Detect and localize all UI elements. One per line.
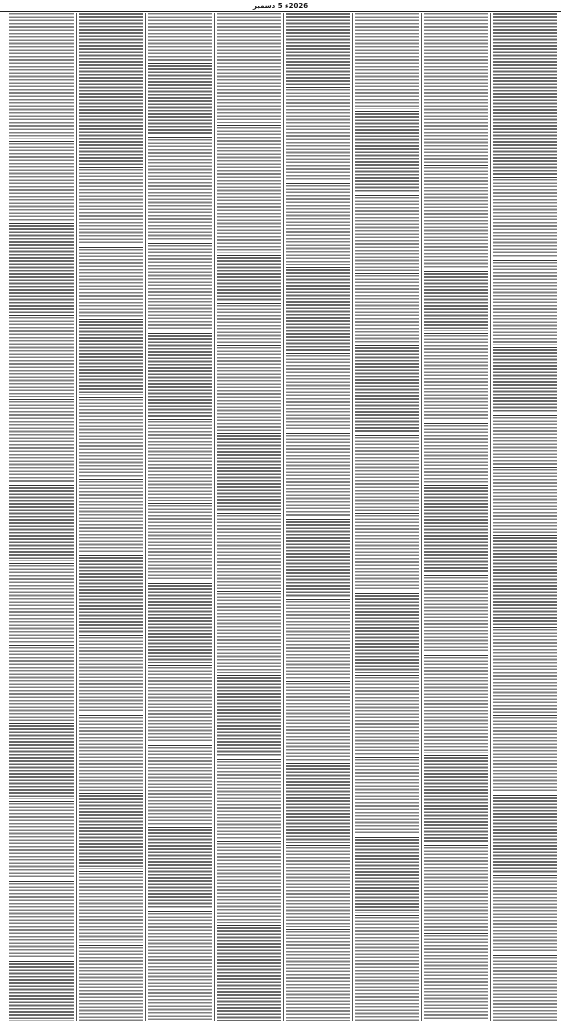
article-block: [79, 13, 143, 165]
article-block: [79, 637, 143, 713]
article-divider: [424, 755, 488, 756]
article-divider: [355, 675, 419, 676]
article-text-lines: [286, 269, 350, 351]
article-block: [9, 225, 74, 313]
article-divider: [286, 845, 350, 846]
article-block: [355, 113, 419, 193]
article-text-lines: [148, 585, 212, 663]
article-text-lines: [217, 435, 281, 511]
article-block: [286, 765, 350, 843]
article-block: [286, 185, 350, 265]
article-block: [286, 931, 350, 1021]
article-divider: [286, 681, 350, 682]
article-block: [79, 947, 143, 1021]
article-divider: [493, 467, 557, 468]
article-divider: [9, 961, 74, 962]
article-text-lines: [9, 647, 74, 721]
article-text-lines: [424, 847, 488, 931]
article-divider: [9, 801, 74, 802]
article-divider: [424, 655, 488, 656]
article-block: [424, 13, 488, 163]
article-block: [424, 757, 488, 843]
article-divider: [217, 255, 281, 256]
article-text-lines: [493, 417, 557, 465]
article-text-lines: [9, 13, 74, 139]
article-divider: [9, 315, 74, 316]
article-block: [493, 537, 557, 625]
article-divider: [286, 353, 350, 354]
article-divider: [355, 593, 419, 594]
article-block: [493, 717, 557, 793]
article-block: [355, 275, 419, 343]
article-text-lines: [148, 13, 212, 61]
article-divider: [217, 433, 281, 434]
article-block: [424, 577, 488, 653]
article-text-lines: [79, 795, 143, 869]
article-divider: [286, 267, 350, 268]
article-block: [217, 435, 281, 511]
article-text-lines: [286, 765, 350, 843]
article-divider: [79, 319, 143, 320]
article-divider: [79, 555, 143, 556]
article-block: [79, 873, 143, 943]
article-text-lines: [286, 13, 350, 85]
article-text-lines: [424, 577, 488, 653]
article-text-lines: [79, 13, 143, 165]
article-divider: [9, 141, 74, 142]
article-block: [217, 843, 281, 923]
article-text-lines: [217, 677, 281, 757]
article-block: [493, 262, 557, 345]
article-text-lines: [217, 257, 281, 301]
article-divider: [79, 635, 143, 636]
article-divider: [217, 303, 281, 304]
article-block: [9, 647, 74, 721]
article-text-lines: [424, 335, 488, 421]
article-divider: [79, 247, 143, 248]
column-4: [283, 13, 352, 1021]
article-block: [217, 13, 281, 123]
article-divider: [493, 955, 557, 956]
article-divider: [493, 795, 557, 796]
article-text-lines: [217, 843, 281, 923]
article-divider: [493, 415, 557, 416]
article-text-lines: [9, 143, 74, 221]
article-divider: [424, 333, 488, 334]
article-text-lines: [355, 759, 419, 835]
article-text-lines: [79, 637, 143, 713]
article-text-lines: [217, 305, 281, 343]
column-2: [421, 13, 490, 1021]
article-text-lines: [286, 435, 350, 517]
article-block: [424, 487, 488, 573]
article-text-lines: [148, 139, 212, 241]
article-text-lines: [79, 169, 143, 245]
article-block: [355, 677, 419, 755]
article-text-lines: [79, 873, 143, 943]
article-block: [355, 759, 419, 835]
article-text-lines: [9, 883, 74, 959]
column-7: [76, 13, 145, 1021]
article-text-lines: [217, 927, 281, 1021]
article-text-lines: [9, 565, 74, 643]
article-text-lines: [355, 917, 419, 1021]
article-block: [148, 421, 212, 501]
article-block: [493, 349, 557, 413]
article-divider: [9, 645, 74, 646]
article-block: [9, 565, 74, 643]
article-block: [286, 521, 350, 597]
article-divider: [286, 519, 350, 520]
article-text-lines: [148, 421, 212, 501]
article-block: [79, 169, 143, 245]
article-text-lines: [424, 273, 488, 331]
article-divider: [9, 881, 74, 882]
article-divider: [148, 63, 212, 64]
article-block: [217, 761, 281, 839]
article-divider: [424, 933, 488, 934]
article-text-lines: [493, 349, 557, 413]
article-text-lines: [355, 515, 419, 591]
article-text-lines: [424, 13, 488, 163]
article-divider: [424, 165, 488, 166]
article-block: [355, 437, 419, 511]
article-divider: [79, 871, 143, 872]
article-text-lines: [217, 515, 281, 589]
article-text-lines: [493, 957, 557, 1021]
article-divider: [286, 87, 350, 88]
article-block: [424, 425, 488, 483]
article-block: [217, 347, 281, 431]
article-text-lines: [286, 89, 350, 181]
article-divider: [424, 423, 488, 424]
article-text-lines: [148, 829, 212, 909]
article-block: [217, 593, 281, 673]
article-divider: [493, 260, 557, 261]
article-block: [424, 335, 488, 421]
article-divider: [148, 503, 212, 504]
article-block: [148, 585, 212, 663]
article-text-lines: [148, 913, 212, 1021]
columns-container: [2, 13, 559, 1021]
article-block: [148, 747, 212, 825]
article-text-lines: [217, 761, 281, 839]
article-divider: [355, 513, 419, 514]
article-divider: [79, 715, 143, 716]
article-block: [148, 829, 212, 909]
article-text-lines: [79, 321, 143, 395]
article-block: [217, 927, 281, 1021]
article-divider: [424, 271, 488, 272]
article-block: [493, 797, 557, 873]
article-block: [217, 305, 281, 343]
article-divider: [286, 599, 350, 600]
article-divider: [355, 757, 419, 758]
article-block: [493, 629, 557, 713]
article-divider: [217, 513, 281, 514]
article-text-lines: [424, 425, 488, 483]
article-block: [286, 683, 350, 761]
article-divider: [217, 675, 281, 676]
article-text-lines: [355, 839, 419, 913]
article-text-lines: [493, 717, 557, 793]
article-divider: [355, 837, 419, 838]
article-block: [79, 557, 143, 633]
article-block: [148, 139, 212, 241]
article-text-lines: [9, 401, 74, 483]
article-divider: [148, 419, 212, 420]
article-divider: [493, 627, 557, 628]
article-block: [79, 717, 143, 791]
article-divider: [79, 479, 143, 480]
article-divider: [355, 915, 419, 916]
article-divider: [355, 345, 419, 346]
article-divider: [286, 763, 350, 764]
article-divider: [286, 929, 350, 930]
article-text-lines: [355, 347, 419, 433]
article-block: [9, 13, 74, 139]
article-text-lines: [355, 595, 419, 673]
article-text-lines: [148, 245, 212, 331]
article-text-lines: [493, 629, 557, 713]
article-text-lines: [355, 437, 419, 511]
article-block: [424, 935, 488, 1021]
article-text-lines: [286, 355, 350, 431]
column-8: [7, 13, 76, 1021]
article-text-lines: [355, 197, 419, 271]
article-text-lines: [9, 487, 74, 561]
article-divider: [286, 433, 350, 434]
article-text-lines: [79, 557, 143, 633]
article-divider: [9, 485, 74, 486]
article-text-lines: [9, 963, 74, 1021]
article-block: [79, 321, 143, 395]
article-block: [286, 89, 350, 181]
article-text-lines: [286, 847, 350, 927]
article-divider: [79, 167, 143, 168]
column-6: [145, 13, 214, 1021]
article-divider: [79, 397, 143, 398]
article-block: [217, 257, 281, 301]
article-text-lines: [493, 537, 557, 625]
article-text-lines: [148, 505, 212, 581]
article-block: [424, 657, 488, 753]
article-block: [286, 847, 350, 927]
article-text-lines: [9, 725, 74, 799]
article-text-lines: [286, 683, 350, 761]
article-block: [493, 469, 557, 533]
article-block: [493, 957, 557, 1021]
article-divider: [217, 759, 281, 760]
article-block: [286, 601, 350, 679]
article-block: [355, 515, 419, 591]
article-divider: [9, 723, 74, 724]
article-block: [493, 13, 557, 175]
article-text-lines: [493, 469, 557, 533]
article-block: [217, 127, 281, 253]
article-text-lines: [355, 275, 419, 343]
article-block: [9, 803, 74, 879]
article-block: [148, 65, 212, 135]
article-block: [79, 399, 143, 477]
article-block: [493, 417, 557, 465]
article-divider: [217, 125, 281, 126]
article-divider: [217, 591, 281, 592]
article-block: [355, 13, 419, 109]
column-3: [352, 13, 421, 1021]
article-block: [148, 505, 212, 581]
article-text-lines: [79, 717, 143, 791]
article-block: [148, 13, 212, 61]
article-text-lines: [493, 179, 557, 258]
article-block: [9, 317, 74, 397]
article-text-lines: [493, 797, 557, 873]
article-block: [424, 847, 488, 931]
article-text-lines: [286, 185, 350, 265]
article-text-lines: [424, 935, 488, 1021]
article-divider: [355, 273, 419, 274]
article-text-lines: [79, 249, 143, 317]
article-text-lines: [424, 487, 488, 573]
article-block: [9, 401, 74, 483]
article-block: [79, 481, 143, 553]
article-divider: [355, 111, 419, 112]
article-text-lines: [79, 399, 143, 477]
article-divider: [148, 665, 212, 666]
article-block: [9, 487, 74, 561]
article-divider: [79, 945, 143, 946]
article-divider: [355, 195, 419, 196]
article-text-lines: [493, 13, 557, 175]
article-text-lines: [217, 127, 281, 253]
article-text-lines: [217, 593, 281, 673]
article-text-lines: [493, 262, 557, 345]
article-divider: [148, 911, 212, 912]
column-1: [490, 13, 559, 1021]
article-divider: [148, 137, 212, 138]
article-block: [9, 963, 74, 1021]
article-divider: [217, 345, 281, 346]
article-divider: [493, 177, 557, 178]
article-block: [148, 245, 212, 331]
article-divider: [9, 399, 74, 400]
article-text-lines: [286, 601, 350, 679]
article-divider: [493, 347, 557, 348]
article-divider: [424, 845, 488, 846]
article-divider: [217, 925, 281, 926]
article-text-lines: [9, 317, 74, 397]
article-block: [9, 143, 74, 221]
article-text-lines: [424, 757, 488, 843]
article-block: [355, 839, 419, 913]
article-text-lines: [355, 113, 419, 193]
article-divider: [79, 793, 143, 794]
article-divider: [355, 435, 419, 436]
article-text-lines: [148, 667, 212, 743]
article-block: [286, 13, 350, 85]
page-header: [0, 0, 561, 12]
article-block: [424, 167, 488, 269]
article-text-lines: [9, 225, 74, 313]
article-divider: [148, 333, 212, 334]
article-text-lines: [286, 931, 350, 1021]
article-block: [217, 515, 281, 589]
article-block: [217, 677, 281, 757]
article-divider: [217, 841, 281, 842]
article-block: [79, 249, 143, 317]
article-block: [355, 595, 419, 673]
article-text-lines: [355, 13, 419, 109]
article-text-lines: [424, 657, 488, 753]
article-text-lines: [79, 481, 143, 553]
article-block: [148, 913, 212, 1021]
article-text-lines: [148, 65, 212, 135]
article-text-lines: [148, 747, 212, 825]
article-block: [286, 435, 350, 517]
article-block: [493, 877, 557, 953]
article-block: [79, 795, 143, 869]
article-text-lines: [286, 521, 350, 597]
article-text-lines: [217, 347, 281, 431]
article-text-lines: [424, 167, 488, 269]
article-divider: [424, 485, 488, 486]
article-divider: [148, 243, 212, 244]
article-text-lines: [493, 877, 557, 953]
article-block: [286, 269, 350, 351]
article-divider: [148, 583, 212, 584]
article-block: [355, 347, 419, 433]
article-text-lines: [355, 677, 419, 755]
article-block: [355, 197, 419, 271]
article-divider: [493, 875, 557, 876]
article-divider: [9, 563, 74, 564]
article-block: [148, 335, 212, 417]
article-divider: [286, 183, 350, 184]
article-divider: [493, 715, 557, 716]
article-text-lines: [79, 947, 143, 1021]
article-block: [9, 725, 74, 799]
article-divider: [493, 535, 557, 536]
article-text-lines: [9, 803, 74, 879]
article-block: [424, 273, 488, 331]
article-block: [355, 917, 419, 1021]
article-divider: [9, 223, 74, 224]
article-divider: [424, 575, 488, 576]
article-text-lines: [148, 335, 212, 417]
article-divider: [148, 827, 212, 828]
page-date: 2026ء 5 دسمبر: [252, 1, 309, 10]
article-block: [493, 179, 557, 258]
article-block: [9, 883, 74, 959]
article-block: [286, 355, 350, 431]
article-divider: [148, 745, 212, 746]
column-5: [214, 13, 283, 1021]
article-block: [148, 667, 212, 743]
article-text-lines: [217, 13, 281, 123]
